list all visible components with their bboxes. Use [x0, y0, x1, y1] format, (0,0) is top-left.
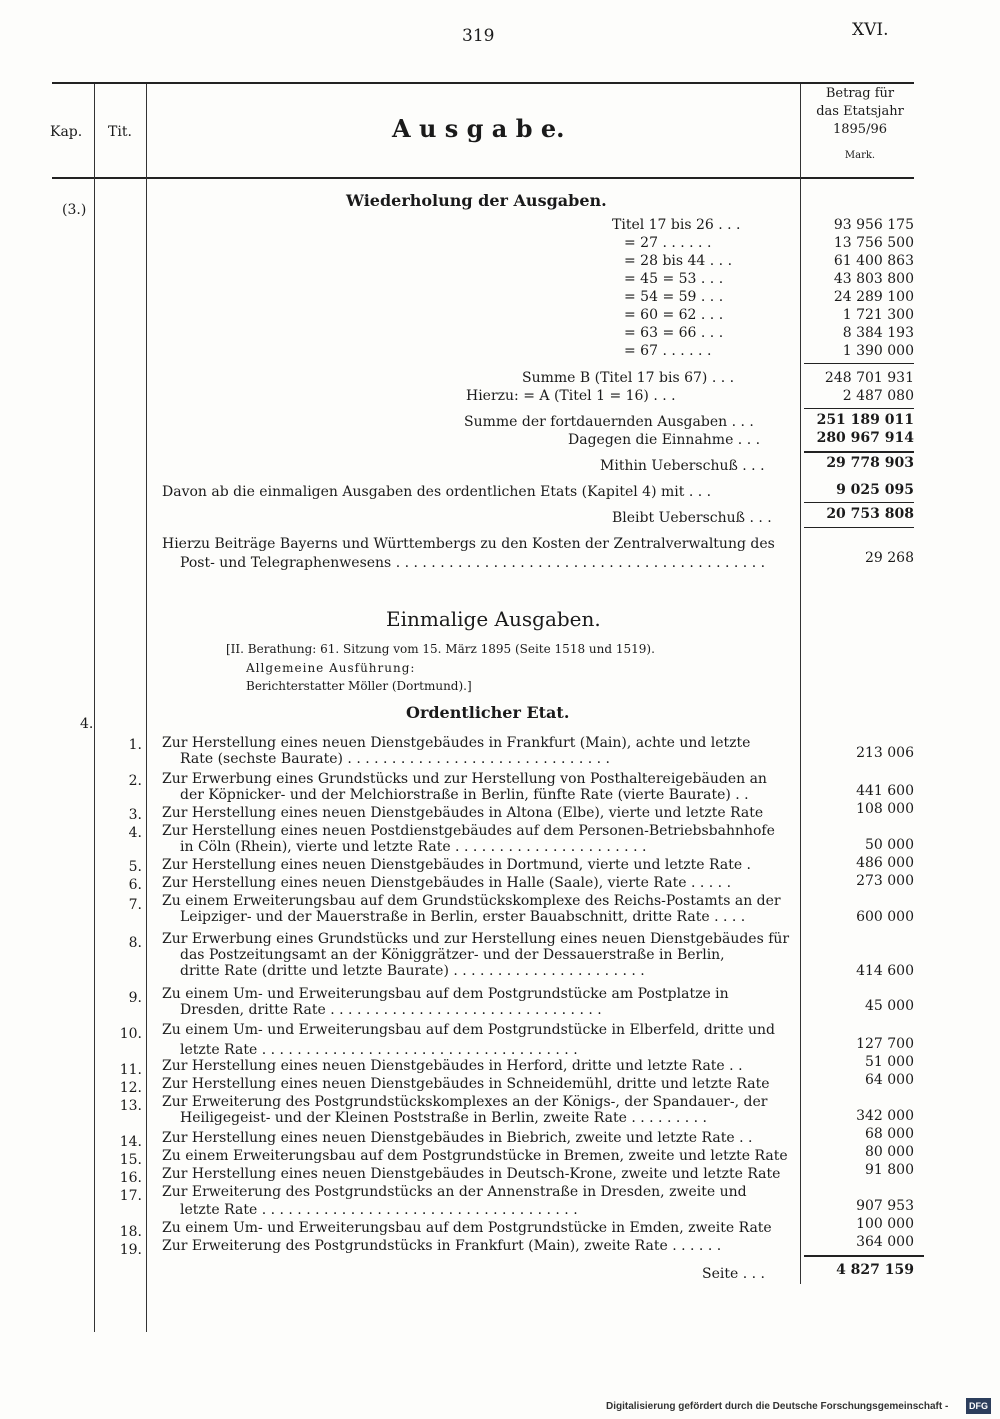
header-kap: Kap. [50, 124, 83, 140]
hierzu-amount: 2 487 080 [842, 388, 914, 404]
item-number: 18. [119, 1224, 142, 1240]
item-text: letzte Rate . . . . . . . . . . . . . . . . . . . . . . . . . . . . . . . . . . . . [180, 1202, 578, 1218]
item-text: das Postzeitungsamt an der Königgrätzer- und der Dessauerstraße in Berlin, [180, 947, 725, 963]
dagegen-label: Dagegen die Einnahme . . . [568, 432, 761, 448]
header-bottom-rule [52, 177, 914, 179]
rep-amount: 93 956 175 [833, 217, 914, 233]
item-number: 15. [119, 1152, 142, 1168]
rep-label: = 67 . . . . . . [624, 343, 712, 359]
item-amount: 50 000 [865, 837, 914, 853]
summe-b-amount: 248 701 931 [824, 370, 914, 386]
item-text: Zur Herstellung eines neuen Dienstgebäudes in Altona (Elbe), vierte und letzte Rate [162, 805, 764, 821]
einmalig-heading: Einmalige Ausgaben. [386, 607, 601, 631]
item-number: 9. [128, 990, 142, 1006]
item-amount: 907 953 [856, 1198, 914, 1214]
item-text: Heiligegeist- und der Kleinen Poststraße in Berlin, zweite Rate . . . . . . . . . [180, 1110, 708, 1126]
bleibt-label: Bleibt Ueberschuß . . . [612, 510, 772, 526]
rep-amount: 24 289 100 [833, 289, 914, 305]
rep-amount: 8 384 193 [842, 325, 914, 341]
kap-value-4: 4. [80, 716, 94, 732]
section-number: XVI. [852, 20, 889, 40]
item-amount: 414 600 [856, 963, 914, 979]
col-rule-tit [146, 84, 147, 1332]
item-amount: 91 800 [865, 1162, 914, 1178]
item-amount: 64 000 [865, 1072, 914, 1088]
allgemein-line: Allgemeine Ausführung: [246, 661, 416, 675]
ordentlich-heading: Ordentlicher Etat. [406, 703, 570, 722]
rep-label: Titel 17 bis 26 . . . [612, 217, 741, 233]
item-amount: 342 000 [856, 1108, 914, 1124]
rep-label: = 54 = 59 . . . [624, 289, 724, 305]
item-number: 12. [119, 1080, 142, 1096]
summe-fort-label: Summe der fortdauernden Ausgaben . . . [464, 414, 754, 430]
item-text: Zur Herstellung eines neuen Dienstgebäudes in Frankfurt (Main), achte und letzte [162, 735, 751, 751]
item-text: Zur Herstellung eines neuen Dienstgebäudes in Dortmund, vierte und letzte Rate . [162, 857, 752, 873]
item-amount: 213 006 [856, 745, 914, 761]
header-amount-line-2: das Etatsjahr [816, 104, 904, 119]
berichterstatter-line: Berichterstatter Möller (Dortmund).] [246, 679, 472, 693]
beratung-line: [II. Berathung: 61. Sitzung vom 15. März 1895 (Seite 1518 und 1519). [226, 642, 655, 656]
item-number: 10. [119, 1026, 142, 1042]
item-amount: 80 000 [865, 1144, 914, 1160]
item-number: 19. [119, 1242, 142, 1258]
item-number: 1. [128, 737, 142, 753]
rep-label: = 27 . . . . . . [624, 235, 712, 251]
item-text: letzte Rate . . . . . . . . . . . . . . . . . . . . . . . . . . . . . . . . . . . . [180, 1042, 578, 1058]
item-amount: 45 000 [865, 998, 914, 1014]
sum-rule-1 [804, 363, 914, 364]
sum-rule-2 [804, 408, 914, 409]
sum-rule-3 [804, 451, 914, 453]
item-text: Zur Erwerbung eines Grundstücks und zur Herstellung eines neuen Dienstgebäudes für [162, 931, 790, 947]
seite-rule [804, 1255, 924, 1257]
item-text: Zur Herstellung eines neuen Dienstgebäudes in Halle (Saale), vierte Rate . . . . . [162, 875, 732, 891]
item-text: Zu einem Erweiterungsbau auf dem Grundstückskomplexe des Reichs-Postamts an der [162, 893, 781, 909]
mithin-amount: 29 778 903 [826, 455, 914, 471]
item-text: Zur Erwerbung eines Grundstücks und zur Herstellung von Posthaltereigebäuden an [162, 771, 767, 787]
rep-amount: 13 756 500 [833, 235, 914, 251]
item-amount: 600 000 [856, 909, 914, 925]
item-number: 2. [128, 773, 142, 789]
item-number: 6. [128, 877, 142, 893]
sum-rule-4 [804, 502, 914, 503]
item-number: 14. [119, 1134, 142, 1150]
davon-amount: 9 025 095 [836, 482, 914, 498]
item-text: Zur Herstellung eines neuen Dienstgebäudes in Herford, dritte und letzte Rate . . [162, 1058, 743, 1074]
item-text: Zur Herstellung eines neuen Dienstgebäudes in Schneidemühl, dritte und letzte Rate [162, 1076, 770, 1092]
item-number: 17. [119, 1188, 142, 1204]
item-number: 11. [119, 1062, 142, 1078]
beitraege-amount: 29 268 [865, 550, 914, 566]
item-amount: 486 000 [856, 855, 914, 871]
item-text: Zu einem Um- und Erweiterungsbau auf dem Postgrundstücke in Elberfeld, dritte und [162, 1022, 775, 1038]
header-top-rule [52, 82, 914, 84]
item-number: 16. [119, 1170, 142, 1186]
item-text: Zur Herstellung eines neuen Dienstgebäudes in Biebrich, zweite und letzte Rate . . [162, 1130, 753, 1146]
item-number: 13. [119, 1098, 142, 1114]
item-amount: 127 700 [856, 1036, 914, 1052]
item-text: Zur Herstellung eines neuen Postdienstgebäudes auf dem Personen-Betriebsbahnhofe [162, 823, 775, 839]
item-number: 5. [128, 859, 142, 875]
item-amount: 100 000 [856, 1216, 914, 1232]
seite-label: Seite . . . [702, 1266, 765, 1282]
rep-label: = 28 bis 44 . . . [624, 253, 733, 269]
item-text: Zur Erweiterung des Postgrundstücks in Frankfurt (Main), zweite Rate . . . . . . [162, 1238, 722, 1254]
beitraege-line-2: Post- und Telegraphenwesens . . . . . . . . . . . . . . . . . . . . . . . . . . . . . . . . . . . . . . . . . . [180, 555, 766, 571]
header-tit: Tit. [108, 124, 132, 140]
item-amount: 364 000 [856, 1234, 914, 1250]
sum-rule-5 [804, 527, 914, 528]
item-text: Leipziger- und der Mauerstraße in Berlin, erster Bauabschnitt, dritte Rate . . . . [180, 909, 746, 925]
rep-label: = 63 = 66 . . . [624, 325, 724, 341]
bleibt-amount: 20 753 808 [826, 506, 914, 522]
rep-amount: 1 721 300 [842, 307, 914, 323]
repetition-heading: Wiederholung der Ausgaben. [346, 191, 607, 210]
header-title: A u s g a b e. [392, 114, 565, 143]
item-text: Zur Erweiterung des Postgrundstückskomplexes an der Königs-, der Spandauer-, der [162, 1094, 768, 1110]
item-amount: 273 000 [856, 873, 914, 889]
col-rule-kap [94, 84, 95, 1332]
item-number: 4. [128, 825, 142, 841]
kap-value-3: (3.) [62, 202, 87, 218]
rep-label: = 45 = 53 . . . [624, 271, 724, 287]
item-amount: 68 000 [865, 1126, 914, 1142]
item-text: Zu einem Um- und Erweiterungsbau auf dem Postgrundstücke in Emden, zweite Rate [162, 1220, 772, 1236]
item-text: Zu einem Erweiterungsbau auf dem Postgrundstücke in Bremen, zweite und letzte Rate [162, 1148, 788, 1164]
beitraege-line-1: Hierzu Beiträge Bayerns und Württembergs zu den Kosten der Zentralverwaltung des [162, 536, 775, 552]
dagegen-amount: 280 967 914 [816, 430, 914, 446]
item-amount: 108 000 [856, 801, 914, 817]
item-number: 3. [128, 807, 142, 823]
dfg-logo: DFG [966, 1398, 991, 1414]
hierzu-label: Hierzu: = A (Titel 1 = 16) . . . [466, 388, 676, 404]
item-text: Zur Erweiterung des Postgrundstücks an der Annenstraße in Dresden, zweite und [162, 1184, 747, 1200]
header-amount-line-1: Betrag für [825, 86, 895, 101]
item-text: Zu einem Um- und Erweiterungsbau auf dem Postgrundstücke am Postplatze in [162, 986, 729, 1002]
item-text: Rate (sechste Baurate) . . . . . . . . . . . . . . . . . . . . . . . . . . . . . . [180, 751, 610, 767]
summe-fort-amount: 251 189 011 [816, 412, 914, 428]
rep-label: = 60 = 62 . . . [624, 307, 724, 323]
page-number: 319 [462, 26, 495, 46]
item-text: dritte Rate (dritte und letzte Baurate) . . . . . . . . . . . . . . . . . . . . . . [180, 963, 645, 979]
item-text: Dresden, dritte Rate . . . . . . . . . . . . . . . . . . . . . . . . . . . . . . . [180, 1002, 602, 1018]
item-amount: 51 000 [865, 1054, 914, 1070]
davon-label: Davon ab die einmaligen Ausgaben des ordentlichen Etats (Kapitel 4) mit . . . [162, 484, 712, 500]
rep-amount: 1 390 000 [842, 343, 914, 359]
rep-amount: 43 803 800 [833, 271, 914, 287]
item-number: 8. [128, 935, 142, 951]
footer-text: Digitalisierung gefördert durch die Deutsche Forschungsgemeinschaft - [606, 1401, 949, 1412]
summe-b-label: Summe B (Titel 17 bis 67) . . . [522, 370, 735, 386]
header-amount-line-3: 1895/96 [832, 122, 887, 137]
seite-amount: 4 827 159 [836, 1262, 914, 1278]
mithin-label: Mithin Ueberschuß . . . [600, 458, 765, 474]
item-amount: 441 600 [856, 783, 914, 799]
rep-amount: 61 400 863 [833, 253, 914, 269]
header-amount-unit: Mark. [844, 150, 876, 161]
item-text: in Cöln (Rhein), vierte und letzte Rate . . . . . . . . . . . . . . . . . . . . . . [180, 839, 647, 855]
item-text: der Köpnicker- und der Melchiorstraße in Berlin, fünfte Rate (vierte Baurate) . . [180, 787, 749, 803]
item-number: 7. [128, 897, 142, 913]
item-text: Zur Herstellung eines neuen Dienstgebäudes in Deutsch-Krone, zweite und letzte Rate [162, 1166, 781, 1182]
